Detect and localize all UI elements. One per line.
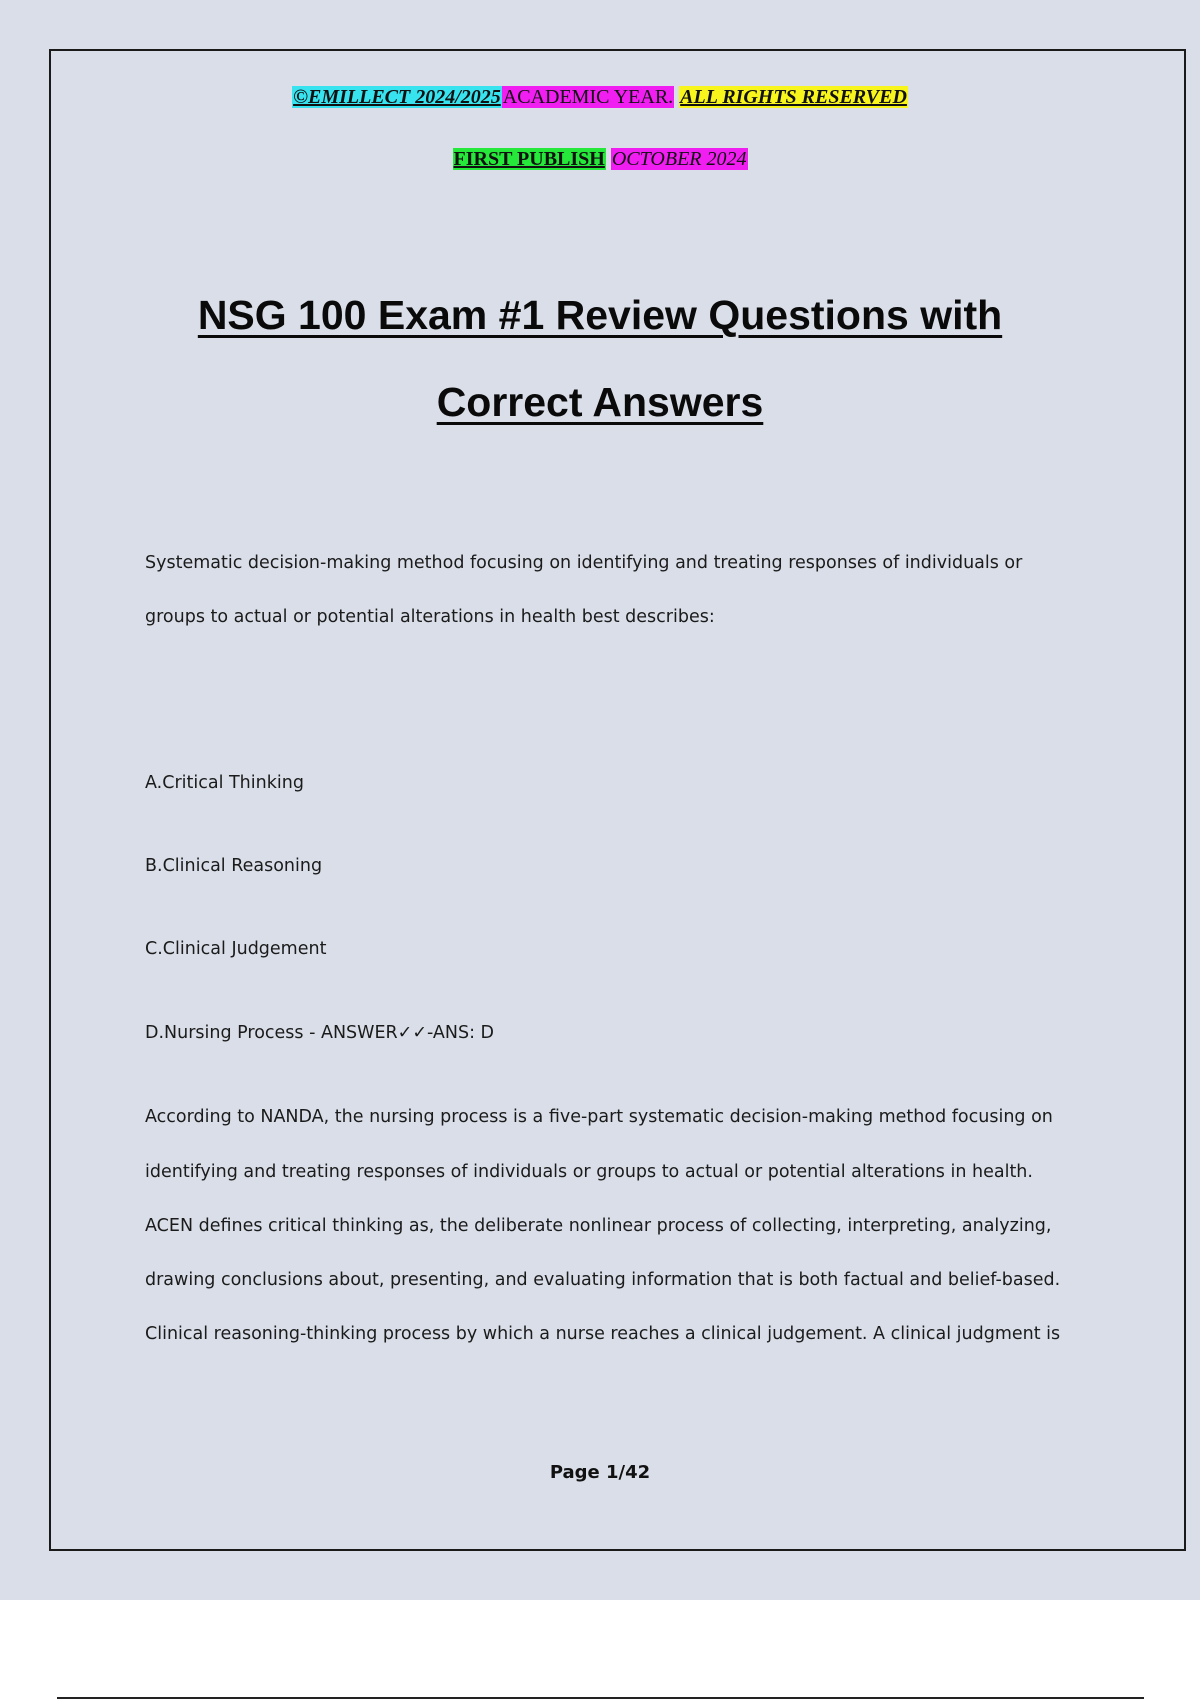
copyright-header (0, 86, 1200, 109)
document-title-line-1: NSG 100 Exam #1 Review Questions with (197, 292, 1003, 338)
publish-date-text: OCTOBER 2024 (611, 148, 747, 170)
explanation-line-5: Clinical reasoning-thinking process by which a nurse reaches a clinical judgement. A clinical judgment is (145, 1324, 1061, 1344)
question-stem-line-1: Systematic decision-making method focusing on identifying and treating responses of individuals or (145, 553, 1023, 573)
option-c: C.Clinical Judgement (145, 939, 327, 959)
explanation-line-4: drawing conclusions about, presenting, and evaluating information that is both factual and belief-based. (145, 1270, 1061, 1290)
first-publish-text: FIRST PUBLISH (453, 148, 605, 170)
next-page-divider (57, 1697, 1144, 1699)
option-a: A.Critical Thinking (145, 773, 304, 793)
copyright-text: ©EMILLECT 2024/2025 (293, 86, 501, 108)
explanation-line-1: According to NANDA, the nursing process is a five-part systematic decision-making method focusing on (145, 1107, 1053, 1127)
question-stem-line-2: groups to actual or potential alterations in health best describes: (145, 607, 715, 627)
explanation-line-2: identifying and treating responses of individuals or groups to actual or potential alterations in health. (145, 1162, 1033, 1182)
rights-text: ALL RIGHTS RESERVED (680, 86, 907, 108)
page-number: Page 1/42 (549, 1462, 651, 1483)
option-d-answer: D.Nursing Process - ANSWER✓✓-ANS: D (145, 1023, 495, 1043)
publish-header (0, 148, 1200, 171)
option-b: B.Clinical Reasoning (145, 856, 323, 876)
document-title-line-2: Correct Answers (436, 379, 764, 425)
explanation-line-3: ACEN defines critical thinking as, the deliberate nonlinear process of collecting, interpreting, analyzing, (145, 1216, 1052, 1236)
academic-year-text: ACADEMIC YEAR. (502, 86, 674, 108)
